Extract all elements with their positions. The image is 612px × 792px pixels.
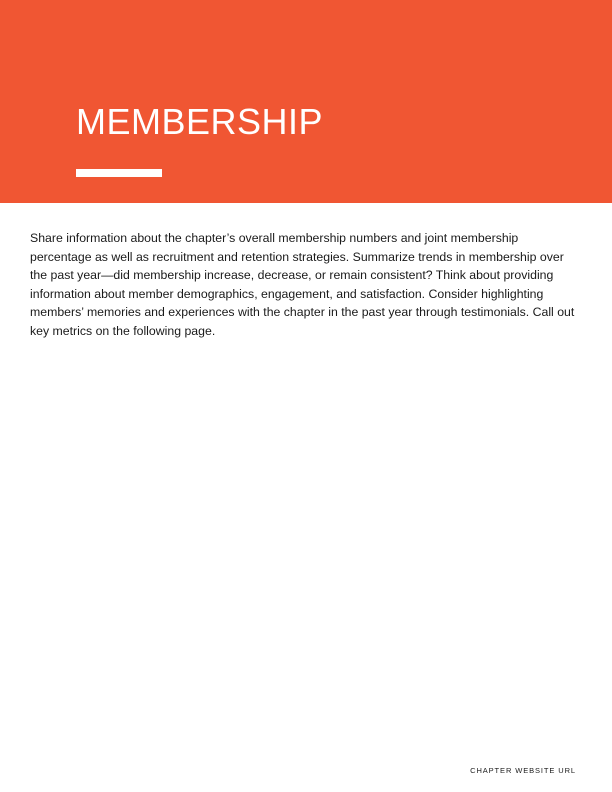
footer-website-url: CHAPTER WEBSITE URL: [470, 766, 576, 775]
header-band: [0, 0, 612, 203]
body-paragraph: Share information about the chapter’s overall membership numbers and joint membership percentage as well as recruitment and retention strategies. Summarize trends in membership over the past year—did membership increase, decrease, or remain consistent? Think about providing information about member demographics, engagement, and satisfaction. Consider highlighting members’ memories and experiences with the chapter in the past year through testimonials. Call out key metrics on the following page.: [30, 231, 575, 338]
title-underline: [76, 169, 162, 177]
page-title: MEMBERSHIP: [76, 101, 324, 142]
